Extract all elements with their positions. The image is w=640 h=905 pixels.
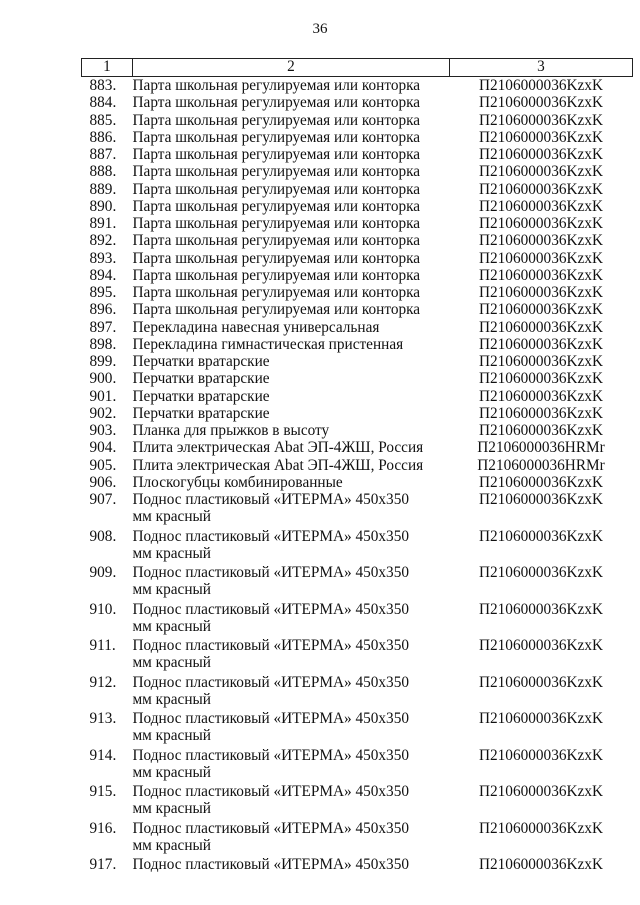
table-row [82,301,633,318]
column-header-name: 2 [133,59,450,77]
table-row [82,528,633,565]
item-code: П2106000036KzxK [478,266,604,284]
row-number: 900. [89,370,117,388]
item-name [133,112,450,129]
item-code: П2106000036KzxK [478,353,604,370]
item-code: П2106000036KzxK [478,284,604,301]
item-name-line: Плита электрическая Abat ЭП-4ЖШ, Россия [132,439,424,457]
table-row [82,319,633,336]
item-name-line: Плита электрическая Abat ЭП-4ЖШ, Россия [132,456,424,474]
item-name-line: Перчатки вратарские [132,404,270,422]
row-number: 895. [89,284,117,301]
table-row [82,232,633,249]
item-name-line: Поднос пластиковый «ИТЕРМА» 450х350 [132,491,410,508]
item-name-line: Поднос пластиковый «ИТЕРМА» 450х350 [132,527,410,545]
item-name-line: Парта школьная регулируемая или конторка [132,284,421,301]
item-name-line: Поднос пластиковый «ИТЕРМА» 450х350 [132,856,410,873]
item-name-line: Парта школьная регулируемая или конторка [132,163,421,181]
table-row [82,439,633,456]
table-row [82,601,633,638]
table-row [82,637,633,674]
row-number: 903. [89,422,117,439]
item-name-line: Парта школьная регулируемая или конторка [132,94,421,112]
item-code: П2106000036KzxK [478,370,604,388]
item-name [133,601,450,638]
item-name [133,422,450,439]
item-code: П2106000036KzxK [478,318,604,336]
table-row [82,474,633,491]
table-row [82,856,633,873]
item-name-line: Поднос пластиковый «ИТЕРМА» 450х350 [132,746,410,764]
row-number: 912. [89,673,117,691]
item-name [133,491,450,528]
item-code: П2106000036KzxK [478,77,604,94]
row-number: 889. [89,180,117,198]
row-number: 916. [89,819,117,837]
item-name [133,528,450,565]
row-number: 910. [89,600,117,618]
item-name [133,474,450,491]
item-name [133,439,450,456]
item-name-line: мм красный [132,617,211,635]
item-name-line: Перекладина навесная универсальная [132,318,380,336]
item-name [133,674,450,711]
table-row [82,422,633,439]
item-name [133,163,450,180]
item-name-line: мм красный [132,836,211,854]
item-name-line: Парта школьная регулируемая или конторка [132,146,421,163]
item-name [133,146,450,163]
item-name-line: Перекладина гимнастическая пристенная [132,335,404,353]
row-number: 888. [89,163,117,181]
item-name [133,564,450,601]
item-code: П2106000036KzxK [478,404,604,422]
item-code: П2106000036HRMr [477,439,605,457]
item-code: П2106000036KzxK [478,819,604,837]
item-code: П2106000036HRMr [477,456,605,474]
item-name-line: Парта школьная регулируемая или конторка [132,249,421,267]
item-name [133,820,450,857]
item-name-line: мм красный [132,544,211,562]
item-name-line: Перчатки вратарские [132,387,270,405]
column-header-code: 3 [450,59,633,77]
item-name-line: Парта школьная регулируемая или конторка [132,180,421,198]
item-code: П2106000036KzxK [478,301,604,319]
item-name [133,747,450,784]
row-number: 904. [89,439,117,457]
row-number: 908. [89,527,117,545]
item-name-line: Поднос пластиковый «ИТЕРМА» 450х350 [132,783,410,800]
item-code: П2106000036KzxK [478,197,604,215]
row-number: 911. [89,637,116,654]
row-number: 892. [89,232,117,250]
row-number: 893. [89,249,117,267]
item-name-line: Поднос пластиковый «ИТЕРМА» 450х350 [132,819,410,837]
item-name [133,301,450,318]
row-number: 886. [89,128,117,146]
page-number: 36 [312,21,328,37]
row-number: 901. [89,387,117,405]
item-code: П2106000036KzxK [478,710,604,727]
column-header-number: 1 [82,59,133,77]
table-row [82,457,633,474]
item-name [133,181,450,198]
item-name [133,267,450,284]
item-code: П2106000036KzxK [478,111,604,129]
item-name [133,457,450,474]
item-code: П2106000036KzxK [478,746,604,764]
item-name [133,783,450,820]
row-number: 913. [89,710,117,727]
item-name [133,284,450,301]
row-number: 906. [89,473,117,491]
items-table [81,58,633,873]
item-name-line: Парта школьная регулируемая или конторка [132,111,421,129]
row-number: 883. [89,77,117,94]
row-number: 887. [89,146,117,163]
item-code: П2106000036KzxK [478,673,604,691]
item-code: П2106000036KzxK [478,249,604,267]
item-name-line: Планка для прыжков в высоту [132,422,330,439]
table-row [82,336,633,353]
item-code: П2106000036KzxK [478,600,604,618]
item-code: П2106000036KzxK [478,94,604,112]
item-code: П2106000036KzxK [478,473,604,491]
row-number: 894. [89,266,117,284]
item-name-line: Поднос пластиковый «ИТЕРМА» 450х350 [132,600,410,618]
item-code: П2106000036KzxK [478,491,604,508]
item-name [133,710,450,747]
item-name-line: Парта школьная регулируемая или конторка [132,128,421,146]
item-name-line: Парта школьная регулируемая или конторка [132,232,421,250]
item-code: П2106000036KzxK [478,564,604,581]
item-name [133,77,450,95]
item-code: П2106000036KzxK [478,215,604,232]
table-row [82,94,633,111]
item-name [133,388,450,405]
item-code: П2106000036KzxK [478,387,604,405]
item-name-line: Парта школьная регулируемая или конторка [132,301,421,319]
table-row [82,77,633,95]
row-number: 905. [89,456,117,474]
item-name-line: Поднос пластиковый «ИТЕРМА» 450х350 [132,673,410,691]
row-number: 896. [89,301,117,319]
item-name [133,405,450,422]
row-number: 897. [89,318,117,336]
item-name [133,198,450,215]
table-body [82,77,633,874]
item-name-line: Поднос пластиковый «ИТЕРМА» 450х350 [132,710,410,727]
table-row [82,267,633,284]
row-number: 907. [89,491,117,508]
table-row [82,491,633,528]
row-number: 909. [89,564,117,581]
item-name [133,353,450,370]
item-name-line: мм красный [132,690,211,708]
item-name-line: Поднос пластиковый «ИТЕРМА» 450х350 [132,637,410,654]
table-row [82,370,633,387]
table-row [82,198,633,215]
row-number: 899. [89,353,117,370]
row-number: 902. [89,404,117,422]
table-row [82,250,633,267]
item-code: П2106000036KzxK [478,180,604,198]
row-number: 884. [89,94,117,112]
item-name-line: Перчатки вратарские [132,353,270,370]
item-name-line: мм красный [132,581,211,599]
row-number: 885. [89,111,117,129]
table-row [82,388,633,405]
row-number: 915. [89,783,117,800]
item-name [133,129,450,146]
item-name-line: Перчатки вратарские [132,370,270,388]
item-name-line: мм красный [132,727,211,745]
row-number: 917. [89,856,117,873]
row-number: 898. [89,335,117,353]
item-name [133,215,450,232]
table-row [82,215,633,232]
item-name [133,336,450,353]
item-code: П2106000036KzxK [478,783,604,800]
item-name-line: мм красный [132,800,211,818]
table-row [82,783,633,820]
item-name-line: Парта школьная регулируемая или конторка [132,197,421,215]
item-code: П2106000036KzxK [478,335,604,353]
row-number: 914. [89,746,117,764]
item-name [133,232,450,249]
item-name-line: Парта школьная регулируемая или конторка [132,77,421,94]
item-name [133,856,450,873]
item-code: П2106000036KzxK [478,422,604,439]
item-name [133,637,450,674]
item-name-line: Поднос пластиковый «ИТЕРМА» 450х350 [132,564,410,581]
table-row [82,405,633,422]
table-row [82,163,633,180]
table-row [82,353,633,370]
item-code: П2106000036KzxK [478,527,604,545]
item-code: П2106000036KzxK [478,232,604,250]
table-row [82,820,633,857]
item-code: П2106000036KzxK [478,856,604,873]
item-name-line: Парта школьная регулируемая или конторка [132,215,421,232]
table-row [82,747,633,784]
item-code: П2106000036KzxK [478,637,604,654]
table-row [82,181,633,198]
item-name [133,370,450,387]
item-name [133,319,450,336]
table-row [82,710,633,747]
item-name [133,94,450,111]
item-name-line: Парта школьная регулируемая или конторка [132,266,421,284]
item-code: П2106000036KzxK [478,163,604,181]
item-name-line: мм красный [132,508,211,526]
table-row [82,674,633,711]
row-number: 890. [89,197,117,215]
table-row [82,564,633,601]
table-header-row [82,59,633,77]
item-code: П2106000036KzxK [478,146,604,163]
item-code: П2106000036KzxK [478,128,604,146]
item-name-line: мм красный [132,763,211,781]
item-name-line: Плоскогубцы комбинированные [132,473,343,491]
item-name [133,250,450,267]
item-name-line: мм красный [132,654,211,672]
table-row [82,284,633,301]
row-number: 891. [89,215,117,232]
table-row [82,112,633,129]
table-row [82,129,633,146]
table-row [82,146,633,163]
